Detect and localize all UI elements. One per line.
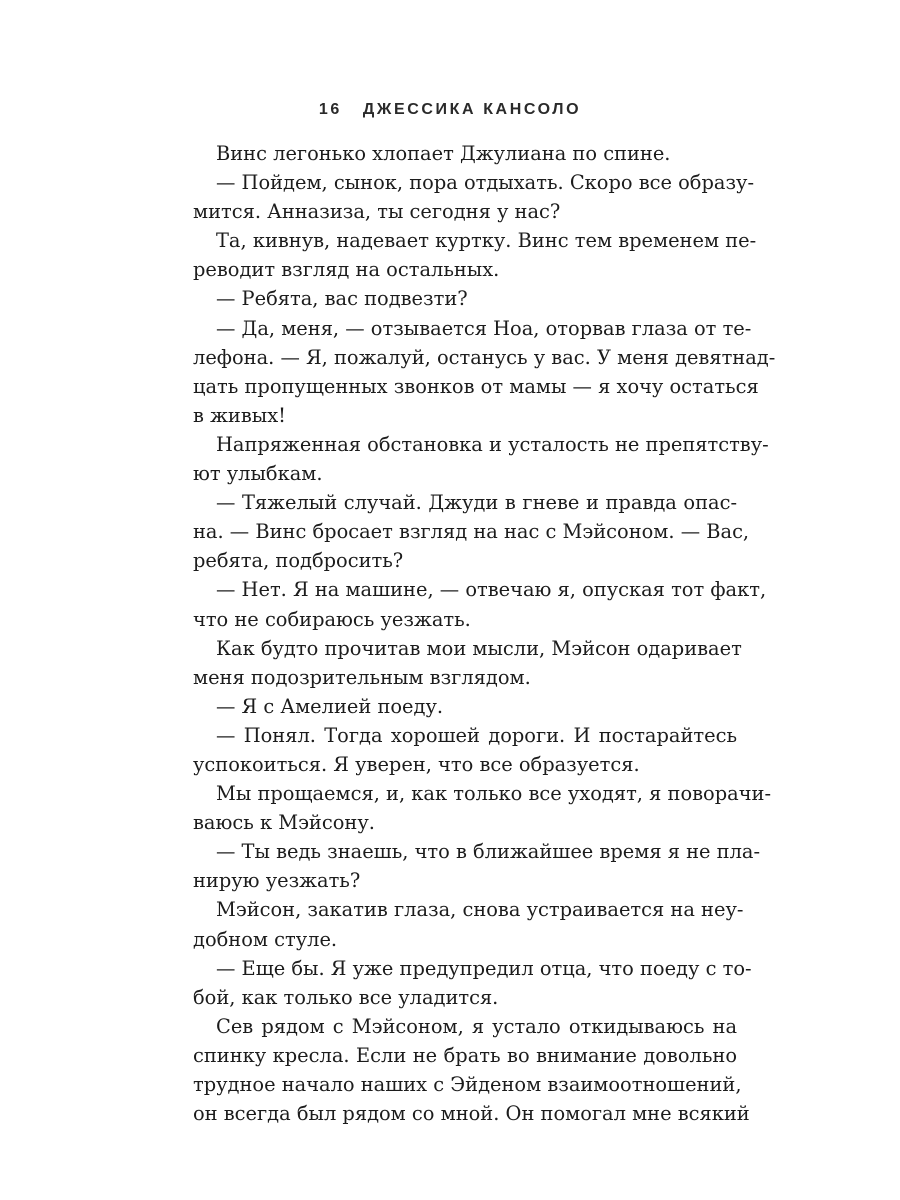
running-head [0, 101, 900, 119]
text-line: Сев рядом с Мэйсоном, я устало откидываюсь на [216, 1014, 737, 1038]
text-line: что не собираюсь уезжать. [193, 607, 471, 631]
text-line: нирую уезжать? [193, 869, 361, 893]
text-line: успокоиться. Я уверен, что все образуется. [193, 752, 640, 776]
text-line: — Да, меня, — отзывается Ноа, оторвав глаза от те- [216, 316, 752, 340]
text-line: ют улыбкам. [193, 462, 323, 486]
text-line: — Понял. Тогда хорошей дороги. И постарайтесь [216, 723, 737, 747]
running-head-author: ДЖЕССИКА КАНСОЛО [362, 101, 582, 118]
text-line: Мы прощаемся, и, как только все уходят, я поворачи- [216, 782, 771, 806]
text-line: спинку кресла. Если не брать во внимание довольно [193, 1043, 737, 1067]
text-line: Напряженная обстановка и усталость не препятству- [216, 432, 769, 456]
text-line: Мэйсон, закатив глаза, снова устраивается на неу- [216, 898, 744, 922]
text-line: — Ребята, вас подвезти? [216, 287, 468, 311]
text-line: в живых! [193, 403, 286, 427]
text-line: он всегда был рядом со мной. Он помогал мне всякий [193, 1102, 750, 1126]
text-line: — Нет. Я на машине, — отвечаю я, опуская тот факт, [216, 578, 767, 602]
text-line: — Еще бы. Я уже предупредил отца, что поеду с то- [216, 956, 752, 980]
text-line: мится. Анназиза, ты сегодня у нас? [193, 200, 561, 224]
text-line: реводит взгляд на остальных. [193, 258, 500, 282]
page-number: 16 [318, 101, 342, 118]
text-line: — Пойдем, сынок, пора отдыхать. Скоро все образу- [216, 171, 754, 195]
text-line: — Я с Амелией поеду. [216, 694, 444, 718]
text-line: — Ты ведь знаешь, что в ближайшее время я не пла- [216, 840, 761, 864]
text-line: трудное начало наших с Эйденом взаимоотношений, [193, 1073, 742, 1096]
text-line: меня подозрительным взглядом. [193, 665, 531, 689]
text-line: лефона. — Я, пожалуй, останусь у вас. У меня девятнад- [193, 345, 776, 369]
text-line: — Тяжелый случай. Джуди в гневе и правда опас- [216, 491, 737, 515]
text-line: добном стуле. [193, 927, 338, 951]
text-line: Винс легонько хлопает Джулиана по спине. [216, 142, 671, 165]
body-text [193, 139, 776, 1128]
text-line: ребята, подбросить? [193, 549, 404, 573]
text-line: Как будто прочитав мои мысли, Мэйсон одаривает [216, 636, 742, 660]
text-line: на. — Винс бросает взгляд на нас с Мэйсоном. — Вас, [193, 520, 750, 544]
text-line: бой, как только все уладится. [193, 985, 499, 1009]
text-line: Та, кивнув, надевает куртку. Винс тем временем пе- [216, 229, 757, 253]
text-line: ваюсь к Мэйсону. [193, 811, 375, 835]
text-line: цать пропущенных звонков от мамы — я хочу остаться [193, 374, 759, 398]
